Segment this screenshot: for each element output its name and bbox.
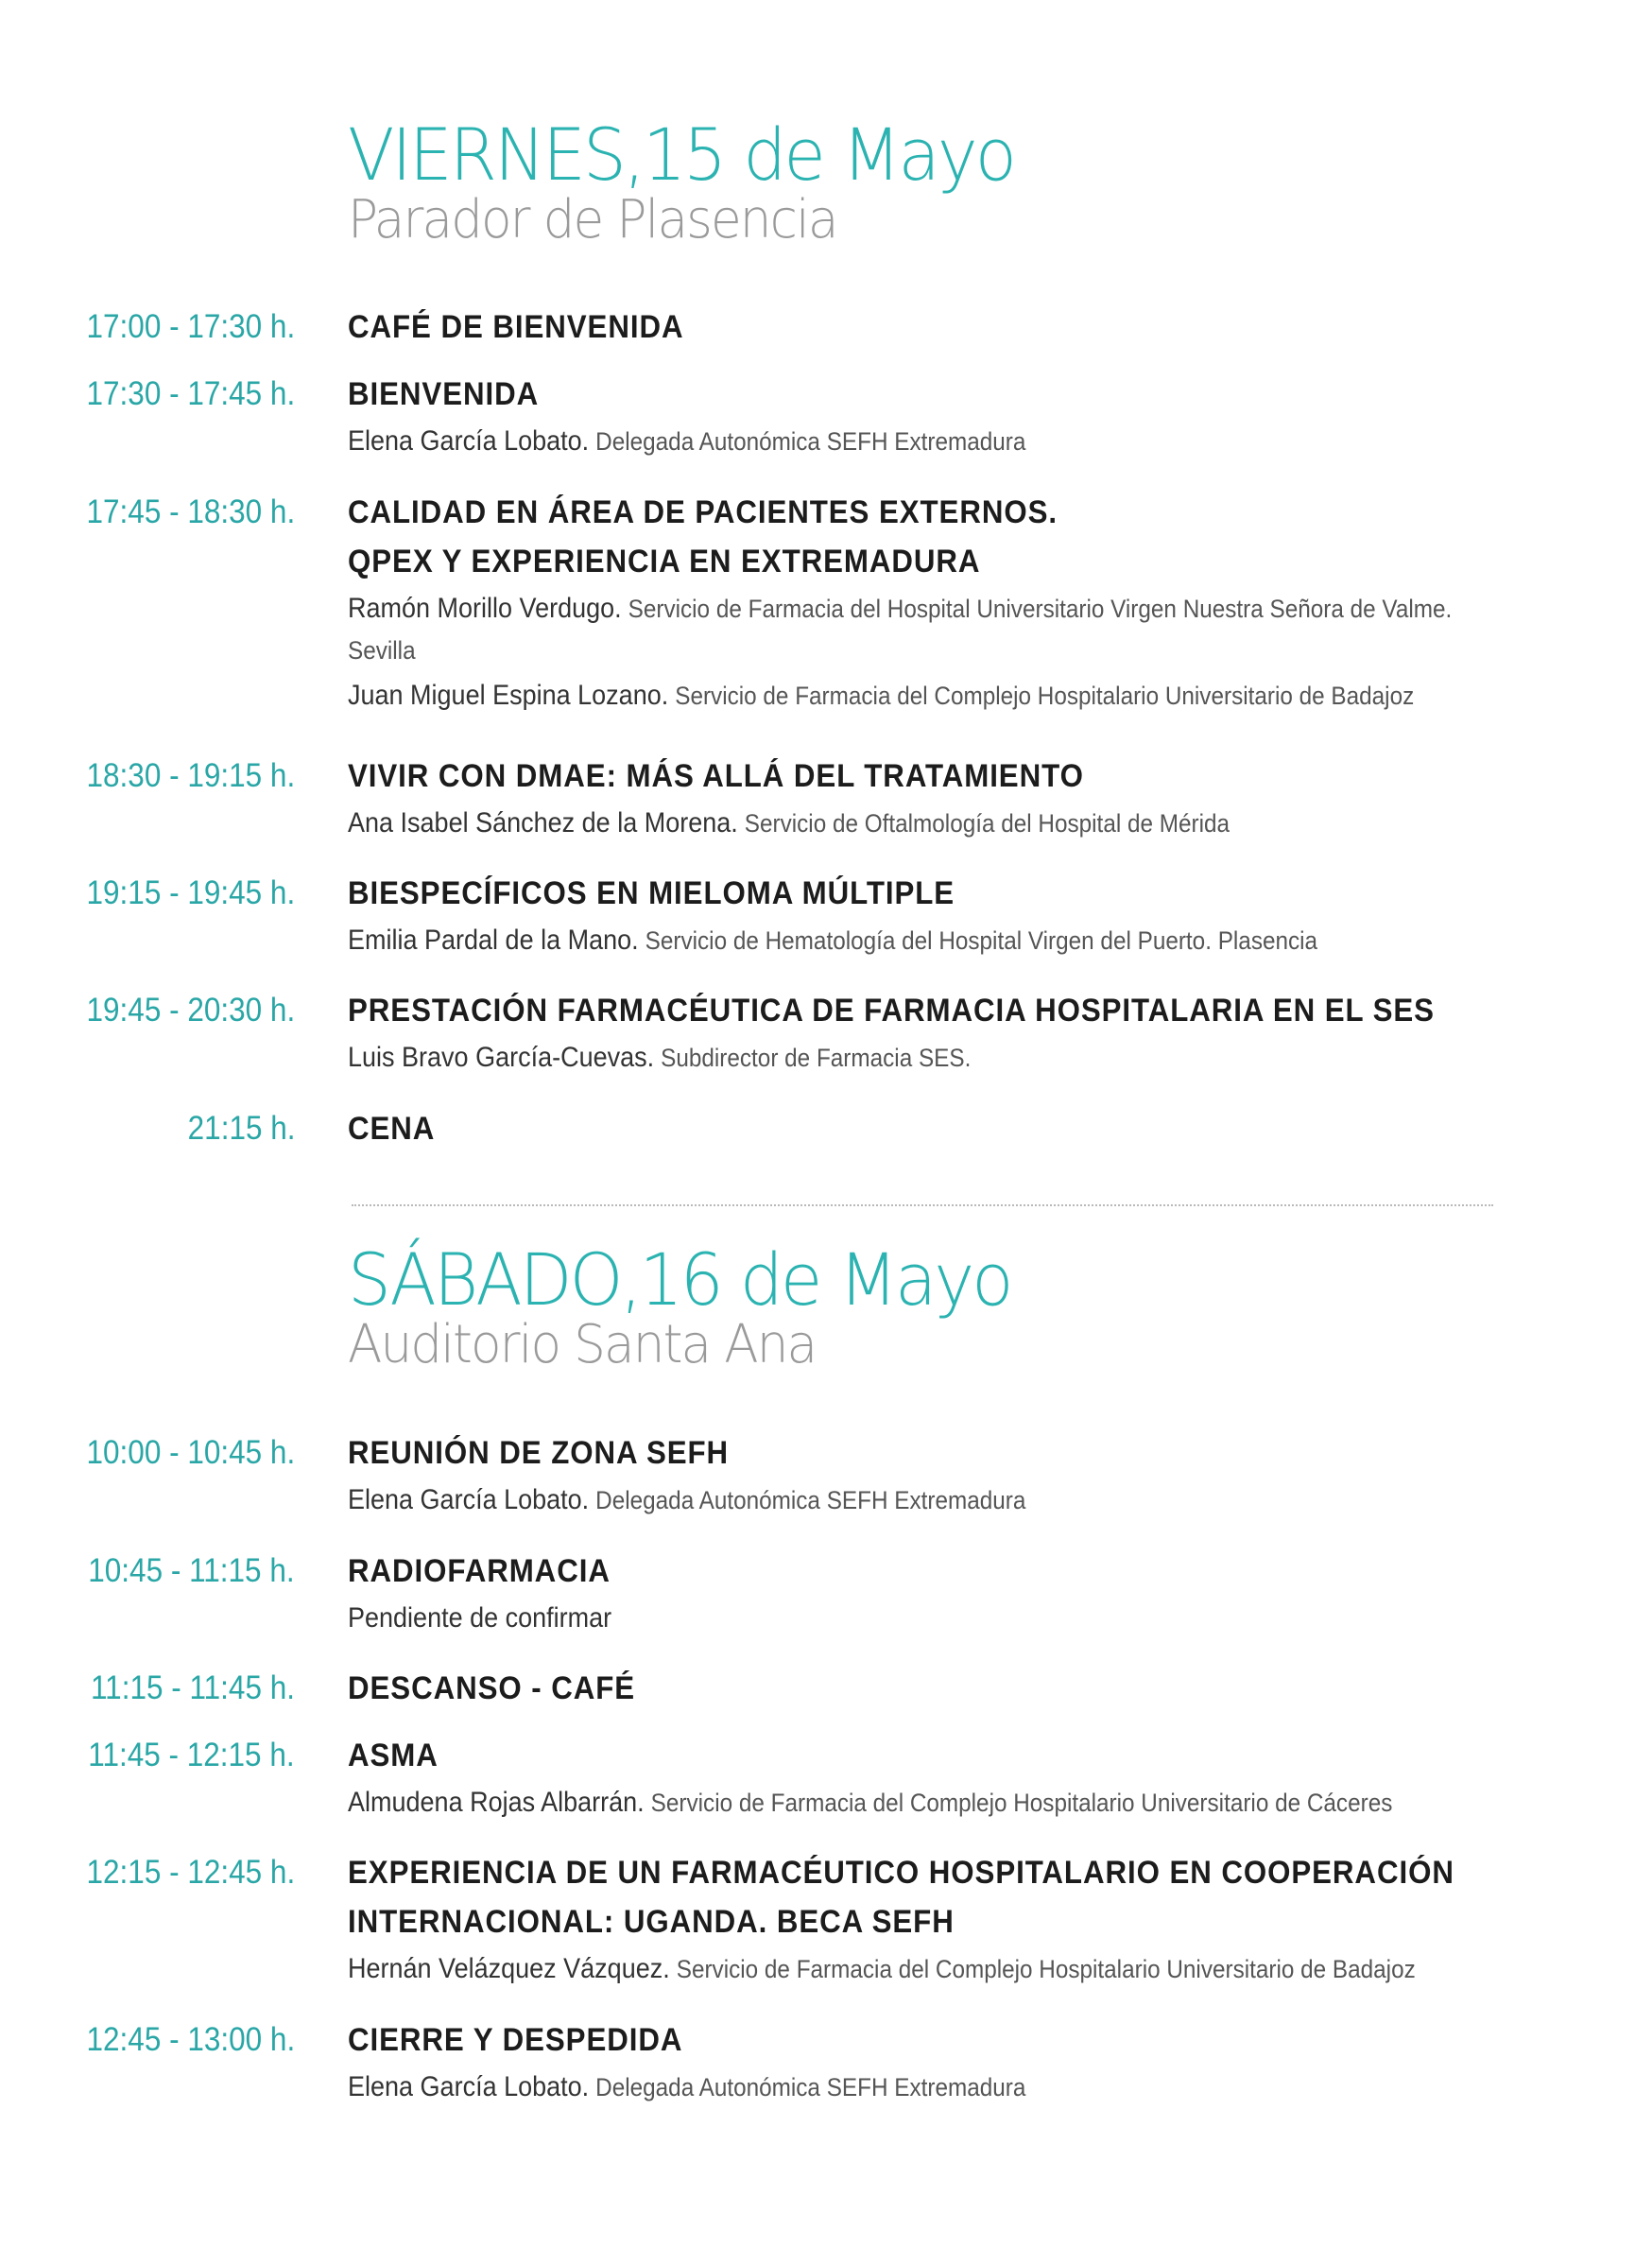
speaker bbox=[348, 918, 1564, 963]
item-time: 12:45 - 13:00 h. bbox=[86, 2021, 295, 2058]
item-time: 18:30 - 19:15 h. bbox=[86, 757, 295, 794]
speaker-role: Servicio de Hematología del Hospital Virgen del Puerto. Plasencia bbox=[645, 926, 1318, 955]
speaker-role: Servicio de Farmacia del Complejo Hospitalario Universitario de Badajoz bbox=[675, 682, 1415, 710]
speaker bbox=[348, 2065, 1564, 2110]
item-time: 10:00 - 10:45 h. bbox=[86, 1434, 295, 1471]
item-title: PRESTACIÓN FARMACÉUTICA DE FARMACIA HOSPITALARIA EN EL SES bbox=[348, 993, 1435, 1029]
item-time: 10:45 - 11:15 h. bbox=[88, 1552, 295, 1589]
item-title: EXPERIENCIA DE UN FARMACÉUTICO HOSPITALARIO EN COOPERACIÓN bbox=[348, 1855, 1454, 1891]
speaker bbox=[348, 1946, 1564, 1992]
speaker bbox=[348, 586, 1564, 631]
item-title: VIVIR CON DMAE: MÁS ALLÁ DEL TRATAMIENTO bbox=[348, 758, 1084, 794]
speaker-name: Luis Bravo García-Cuevas. bbox=[348, 1042, 655, 1073]
speaker-role: Servicio de Farmacia del Complejo Hospitalario Universitario de Badajoz bbox=[676, 1955, 1416, 1983]
item-title-line2: INTERNACIONAL: UGANDA. BECA SEFH bbox=[348, 1904, 955, 1940]
day-header-friday bbox=[348, 112, 1049, 251]
item-time: 17:30 - 17:45 h. bbox=[86, 375, 295, 412]
speaker-role: Delegada Autonómica SEFH Extremadura bbox=[595, 2073, 1026, 2101]
speaker bbox=[348, 1478, 1564, 1523]
item-title: ASMA bbox=[348, 1738, 439, 1773]
speaker-name: Pendiente de confirmar bbox=[348, 1602, 612, 1634]
item-title: RADIOFARMACIA bbox=[348, 1553, 611, 1589]
item-time: 11:45 - 12:15 h. bbox=[88, 1737, 295, 1773]
item-time: 11:15 - 11:45 h. bbox=[91, 1669, 295, 1706]
item-title: CIERRE Y DESPEDIDA bbox=[348, 2022, 683, 2058]
speaker-name: Elena García Lobato. bbox=[348, 2071, 590, 2102]
item-time: 21:15 h. bbox=[187, 1110, 295, 1147]
speaker-name: Hernán Velázquez Vázquez. bbox=[348, 1953, 670, 1984]
day-header-saturday bbox=[348, 1237, 1046, 1375]
day-title: SÁBADO,16 de Mayo bbox=[348, 1237, 1011, 1322]
speaker-name: Ana Isabel Sánchez de la Morena. bbox=[348, 807, 738, 839]
speaker-role: Servicio de Oftalmología del Hospital de Mérida bbox=[744, 809, 1230, 838]
speaker-role: Delegada Autonómica SEFH Extremadura bbox=[595, 1486, 1026, 1514]
speaker bbox=[348, 673, 1564, 718]
item-title: BIESPECÍFICOS EN MIELOMA MÚLTIPLE bbox=[348, 875, 955, 911]
speaker-role: Servicio de Farmacia del Complejo Hospitalario Universitario de Cáceres bbox=[650, 1789, 1393, 1817]
speaker-name: Emilia Pardal de la Mano. bbox=[348, 925, 639, 956]
speaker-role: Delegada Autonómica SEFH Extremadura bbox=[595, 427, 1026, 456]
item-time: 17:45 - 18:30 h. bbox=[86, 493, 295, 530]
item-title: CENA bbox=[348, 1111, 436, 1147]
speaker-role-cont: Sevilla bbox=[348, 636, 416, 665]
speaker bbox=[348, 801, 1564, 846]
speaker-role-continued bbox=[348, 628, 1564, 673]
speaker-name: Juan Miguel Espina Lozano. bbox=[348, 680, 669, 711]
item-title: DESCANSO - CAFÉ bbox=[348, 1670, 636, 1706]
item-time: 17:00 - 17:30 h. bbox=[86, 308, 295, 345]
speaker-name: Elena García Lobato. bbox=[348, 1484, 590, 1515]
section-divider bbox=[352, 1204, 1493, 1206]
speaker-role: Subdirector de Farmacia SES. bbox=[661, 1044, 972, 1072]
speaker bbox=[348, 419, 1564, 464]
item-time: 19:45 - 20:30 h. bbox=[86, 992, 295, 1029]
speaker bbox=[348, 1780, 1564, 1825]
item-title: CALIDAD EN ÁREA DE PACIENTES EXTERNOS. bbox=[348, 494, 1058, 530]
speaker-name: Almudena Rojas Albarrán. bbox=[348, 1787, 645, 1818]
day-venue: Parador de Plasencia bbox=[348, 189, 837, 251]
speaker-role: Servicio de Farmacia del Hospital Universitario Virgen Nuestra Señora de Valme. bbox=[628, 595, 1453, 623]
speaker-name: Ramón Morillo Verdugo. bbox=[348, 593, 622, 624]
item-title-line2: QPEX Y EXPERIENCIA EN EXTREMADURA bbox=[348, 544, 981, 579]
speaker bbox=[348, 1035, 1564, 1081]
item-title: BIENVENIDA bbox=[348, 376, 540, 412]
item-time: 19:15 - 19:45 h. bbox=[86, 874, 295, 911]
speaker bbox=[348, 1596, 1564, 1641]
item-title: CAFÉ DE BIENVENIDA bbox=[348, 309, 684, 345]
day-venue: Auditorio Santa Ana bbox=[348, 1314, 817, 1375]
day-title: VIERNES,15 de Mayo bbox=[348, 112, 1015, 197]
item-title: REUNIÓN DE ZONA SEFH bbox=[348, 1435, 730, 1471]
speaker-name: Elena García Lobato. bbox=[348, 425, 590, 457]
item-time: 12:15 - 12:45 h. bbox=[86, 1854, 295, 1891]
